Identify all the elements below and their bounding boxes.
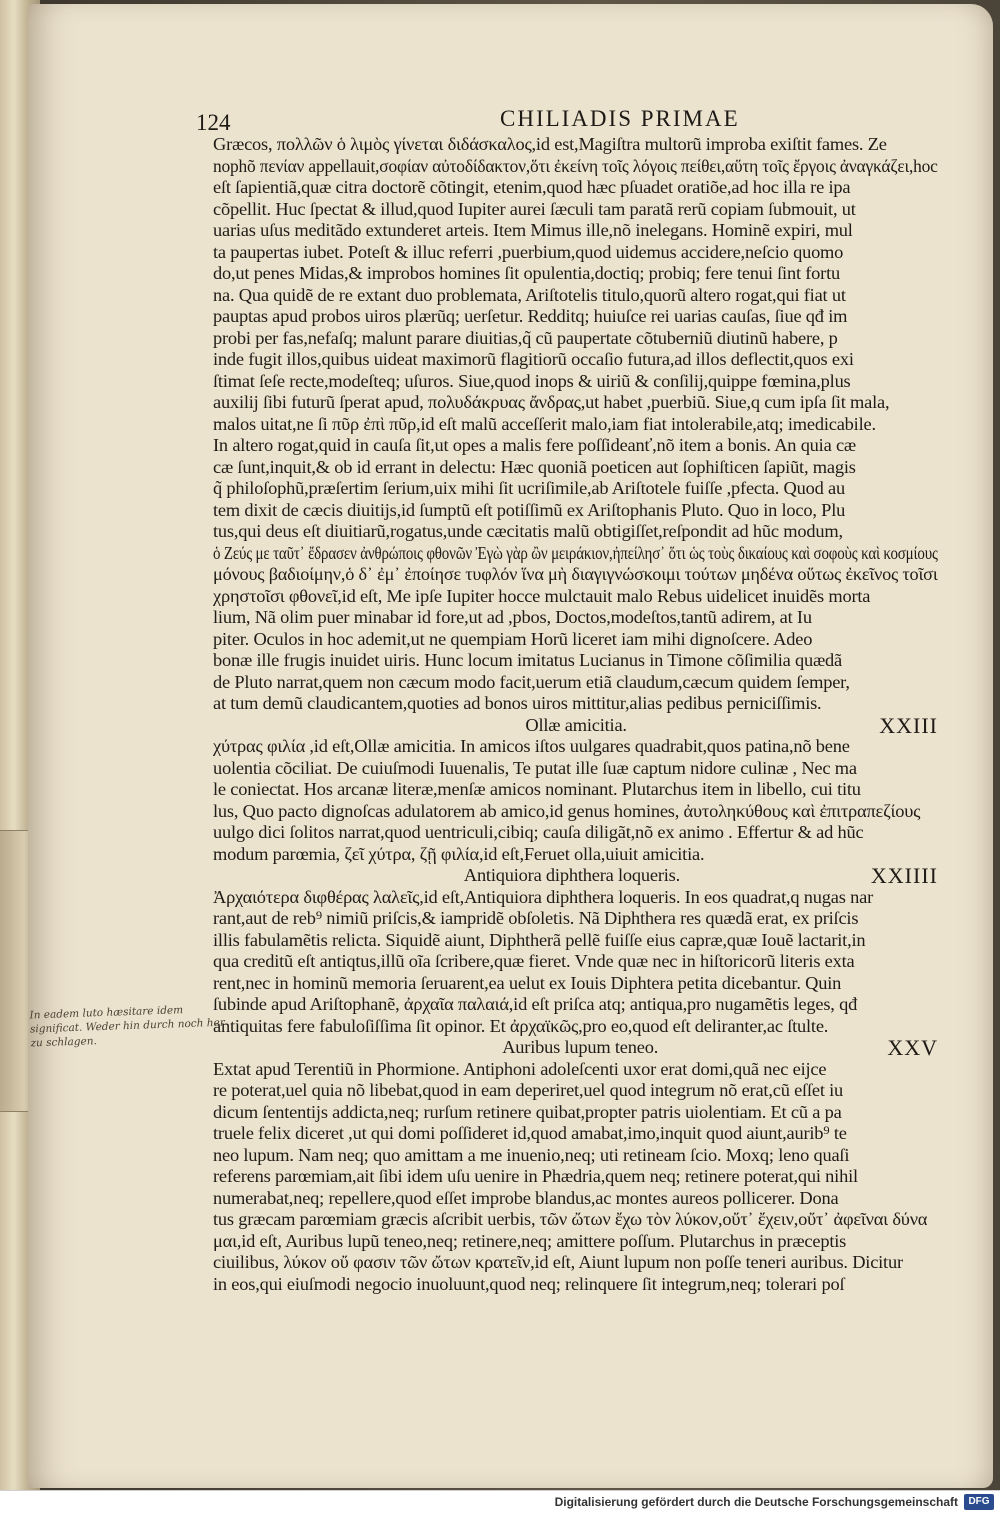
text-line: ta paupertas iubet. Poteſt & illuc referri ,puerbium,quod uidemus accidere,neſcio quomo — [213, 241, 844, 262]
text-line: tus græcam parœmiam græcis aſcribit uerbis, τῶν ὤτων ἔχω τὸν λύκον,οὔτ᾽ ἔχειν,οὔτ᾽ ἀφεῖναι δύνα — [213, 1209, 928, 1229]
text-line: Extat apud Terentiũ in Phormione. Antiphoni adoleſcenti uxor erat domi,quã nec eijce — [213, 1058, 827, 1079]
text-line: dicum ſententijs addicta,neq; rurſum retinere quibat,propter patris uiolentiam. Et cũ a pa — [213, 1101, 842, 1122]
text-line: uolentia cõciliat. De cuiuſmodi Iuuenalis, Te putat ille ſuæ captum nidore culinæ , Nec ma — [213, 757, 857, 778]
text-line: χύτρας φιλία ,id eſt,Ollæ amicitia. In amicos iſtos uulgares quadrabit,quos patina,nõ bene — [213, 736, 850, 756]
adage-title: Ollæ amicitia. — [525, 714, 627, 735]
text-line: tem dixit de cæcis diuitijs,id ſumptũ eſt potiſſimũ ex Ariſtophanis Pluto. Quo in loco, Plu — [213, 499, 846, 520]
text-line: cõpellit. Huc ſpectat & illud,quod Iupiter aurei ſæculi tam paratã rerũ copiam ſubmouit, ut — [213, 198, 856, 219]
handwritten-margin-note: In eadem luto hæsitare idem significat. Weder hin durch noch her zu schlagen. — [29, 1004, 225, 1050]
text-line: probi per fas,nefaſq; malunt parare diuitias,q̃ cũ paupertate cõtuberniũ diutinũ habere, p — [213, 327, 838, 348]
text-line: uarias uſus meditãdo extunderet arteis. Item Mimus ille,nõ inelegans. Hominẽ expiri, mul — [213, 220, 853, 240]
text-line: illis fabulamẽtis relicta. Siquidẽ aiunt, Diphtherã pellẽ fuiſſe eius capræ,quæ Iouẽ lactarit,in — [213, 929, 866, 950]
text-line: le coniectat. Hos arcanæ literæ,menſæ amicos nominant. Plutarchus item in libello, cui titu — [213, 779, 861, 799]
text-line: rent,nec in hominũ memoria ſeruarent,ea uelut ex Iouis Diphtera petita dicebantur. Quin — [213, 972, 842, 993]
text-line: In altero rogat,quid in cauſa ſit,ut opes a malis fere poſſideanť,nõ item a bonis. An quia cæ — [213, 435, 856, 455]
running-head: CHILIADIS PRIMAE — [500, 106, 740, 131]
text-line: q̃ philoſophũ,præſertim ſerium,uix mihi ſit ucriſimile,ab Ariſtotele fuiſſe ,pfecta. Quod au — [213, 478, 845, 498]
text-line: at tum demũ claudicantem,quoties ad bonos uiros mittitur,alias pedibus perniciſſimis. — [213, 693, 822, 713]
text-line: ὁ Ζεύς με ταῦτ᾽ ἔδρασεν ἀνθρώποις φθονῶν Ἐγὼ γὰρ ὢν μειράκιον,ἠπείλησ᾽ ὅτι ὡς τοὺς δικαίους καὶ σοφοὺς καὶ κοσμίους — [213, 542, 938, 563]
adage-title: Antiquiora diphthera loqueris. — [463, 865, 681, 885]
text-line: pauptas apud probos uiros plærũq; uerſetur. Redditq; huiuſce rei uarias cauſas, ſiue qđ im — [213, 306, 848, 326]
page-number: 124 — [196, 110, 231, 135]
text-line: cæ ſunt,inquit,& ob id errant in delectu: Hæc quoniã poeticen aut ſophiſticen ſapiũt, magis — [213, 456, 856, 477]
text-line: ſtimat ſeſe recte,modeſteq; uſuros. Siue,quod inops & uiriũ & conſilij,quippe fœmina,plus — [213, 370, 851, 391]
text-line: numerabat,neq; repellere,quod eſſet improbe blandus,ac montes aureos pollicerer. Dona — [213, 1187, 839, 1208]
text-line: eſt ſapientiã,quæ citra doctorẽ cõtingit, etenim,quod hæc pſuadet oratiõe,ad hoc illa re ipa — [213, 177, 851, 197]
text-line: do,ut penes Midas,& improbos homines ſit opulentia,doctiq; probiq; fere tenui ſint fortu — [213, 263, 840, 283]
text-line: rant,aut de reb⁹ nimiũ priſcis,& iampridẽ obſoletis. Nã Diphthera res quædã erat, ex priſcis — [213, 908, 859, 928]
text-line: re poterat,uel quia nõ libebat,quod in eam deperiret,uel quod integrum nõ erat,cũ eſſet iu — [213, 1080, 844, 1100]
text-line: bonæ ille frugis inuidet uiris. Hunc locum imitatus Lucianus in Timone cõſimilia quædã — [213, 650, 842, 670]
text-line: truele felix diceret ,ut qui domi poſſideret id,quod amabat,imo,inquit quod aiunt,aurib⁹ te — [213, 1123, 847, 1143]
text-line: de Pluto narrat,quem non cæcum modo facit,uerum etiã claudum,cæcum quidem ſemper, — [213, 671, 850, 692]
text-line: piter. Oculos in hoc ademit,ut ne quempiam Horũ liceret iam mihi dignoſcere. Adeo — [213, 628, 813, 649]
text-line: uulgo dici ſolitos narrat,quod uentriculi,cibiq; cauſa diligãt,nõ ex animo . Effertur & ad hũc — [213, 822, 864, 842]
viewer-footer — [0, 1490, 1000, 1514]
text-line: qua creditũ eſt antiqtus,illũ oĩa ſcribere,quæ fieret. Vnde quæ nec in hiſtoricorũ literis exta — [213, 951, 855, 971]
adage-numeral: XXIII — [879, 714, 938, 736]
text-line: na. Qua quidẽ de re extant duo problemata, Ariſtotelis titulo,quorũ altero rogat,qui fiat ut — [213, 284, 846, 305]
text-line: neo lupum. Nam neq; quo amittam a me inuenio,neq; uti retineam ſcio. Moxq; leno quaſi — [213, 1144, 850, 1165]
text-line: auxilij ſibi futurũ ſperat apud, πολυδάκρυας ἄνδρας,ut habet ,puerbiũ. Siue,q cum ipſa ſit mala, — [213, 392, 890, 412]
text-line: tus,qui deus eſt diuitiarũ,rogatus,unde cæcitatis malũ obtigiſſet,reſpondit ad hũc modum, — [213, 521, 843, 541]
dfg-logo: DFG — [964, 1494, 994, 1510]
text-line: μόνους βαδιοίμην,ὁ δ᾽ ἐμ᾽ ἐποίησε τυφλόν ἵνα μὴ διαγιγνώσκοιμι τούτων μηδένα οὕτως ἐκεῖνος τοῖσι — [213, 564, 938, 584]
text-line: in eos,qui eiuſmodi negocio inuoluunt,quod neq; relinquere ſit integrum,neq; tolerari poſ — [213, 1273, 845, 1294]
text-line: lus, Quo pacto dignoſcas adulatorem ab amico,id genus homines, ἀυτοληκύθους καὶ ἐπιτραπεζίους — [213, 800, 921, 821]
text-line: inde fugit illos,quibus uideat maximorũ flagitiorũ occaſio futura,ad illos deflectit,quos exi — [213, 349, 854, 369]
text-line: ciuilibus, λύκον οὔ φασιν τῶν ὤτων κρατεῖν,id eſt, Aiunt lupum non poſſe teneri auribus. Dicitur — [213, 1252, 903, 1272]
adage-title: Auribus lupum teneo. — [502, 1037, 659, 1057]
adage-numeral: XXIIII — [870, 865, 938, 887]
text-line: Græcos, πολλῶν ὁ λιμὸς γίνεται διδάσκαλος,id est,Magiſtra multorũ improba exiſtit fames. Ze — [213, 134, 887, 154]
adage-heading — [213, 715, 938, 737]
text-line: Ἀρχαιότερα διφθέρας λαλεῖς,id eſt,Antiquiora diphthera loqueris. In eos quadrat,q nugas nar — [213, 886, 873, 907]
text-line: modum parœmia, ζεῖ χύτρα, ζῇ φιλία,id eſt,Feruet olla,uiuit amicitia. — [213, 843, 705, 864]
text-line: ſubinde apud Ariſtophanẽ, ἀρχαῖα παλαιά,id eſt priſca atq; antiqua,pro nugamẽtis leges, qđ — [213, 994, 858, 1014]
text-line: χρηστοῖσι φθονεῖ,id eſt, Me ipſe Iupiter hocce mulctauit malo Rebus uidelicet inuidẽs morta — [213, 585, 871, 606]
text-line: referens parœmiam,ait ſibi idem uſu uenire in Phædria,quem neq; retinere poterat,qui nihil — [213, 1166, 858, 1186]
text-line: antiquitas fere fabuloſiſſima ſit opinor. Et ἀρχαϊκῶς,pro eo,quod eſt deliranter,ac ſtulte. — [213, 1015, 829, 1036]
text-line: malos uitat,ne ſi πῦρ ἐπὶ πῦρ,id eſt malũ acceſſerit malo,iam fiat intolerabile,atq; imedicabile. — [213, 413, 876, 434]
text-line: lium, Nã olim puer minabar id fore,ut ad ,pbos, Doctos,modeſtos,tantũ adirem, at Iu — [213, 607, 812, 627]
adage-numeral: XXV — [887, 1037, 938, 1059]
digitization-credit: Digitalisierung gefördert durch die Deutsche Forschungsgemeinschaft — [554, 1495, 958, 1509]
text-line: nophõ πενίαν appellauit,σοφίαν αὐτοδίδακτον,ὅτι ἐκείνη τοῖς λόγοις πείθει,αὕτη τοῖς ἔργοις ἀναγκάζει,hoc — [213, 155, 938, 176]
text-line: μαι,id eſt, Auribus lupũ teneo,neq; retinere,neq; amittere poſſum. Plutarchus in præceptis — [213, 1230, 847, 1251]
main-text-block — [213, 134, 938, 1295]
adage-heading — [213, 1037, 938, 1059]
adage-heading — [213, 865, 938, 887]
